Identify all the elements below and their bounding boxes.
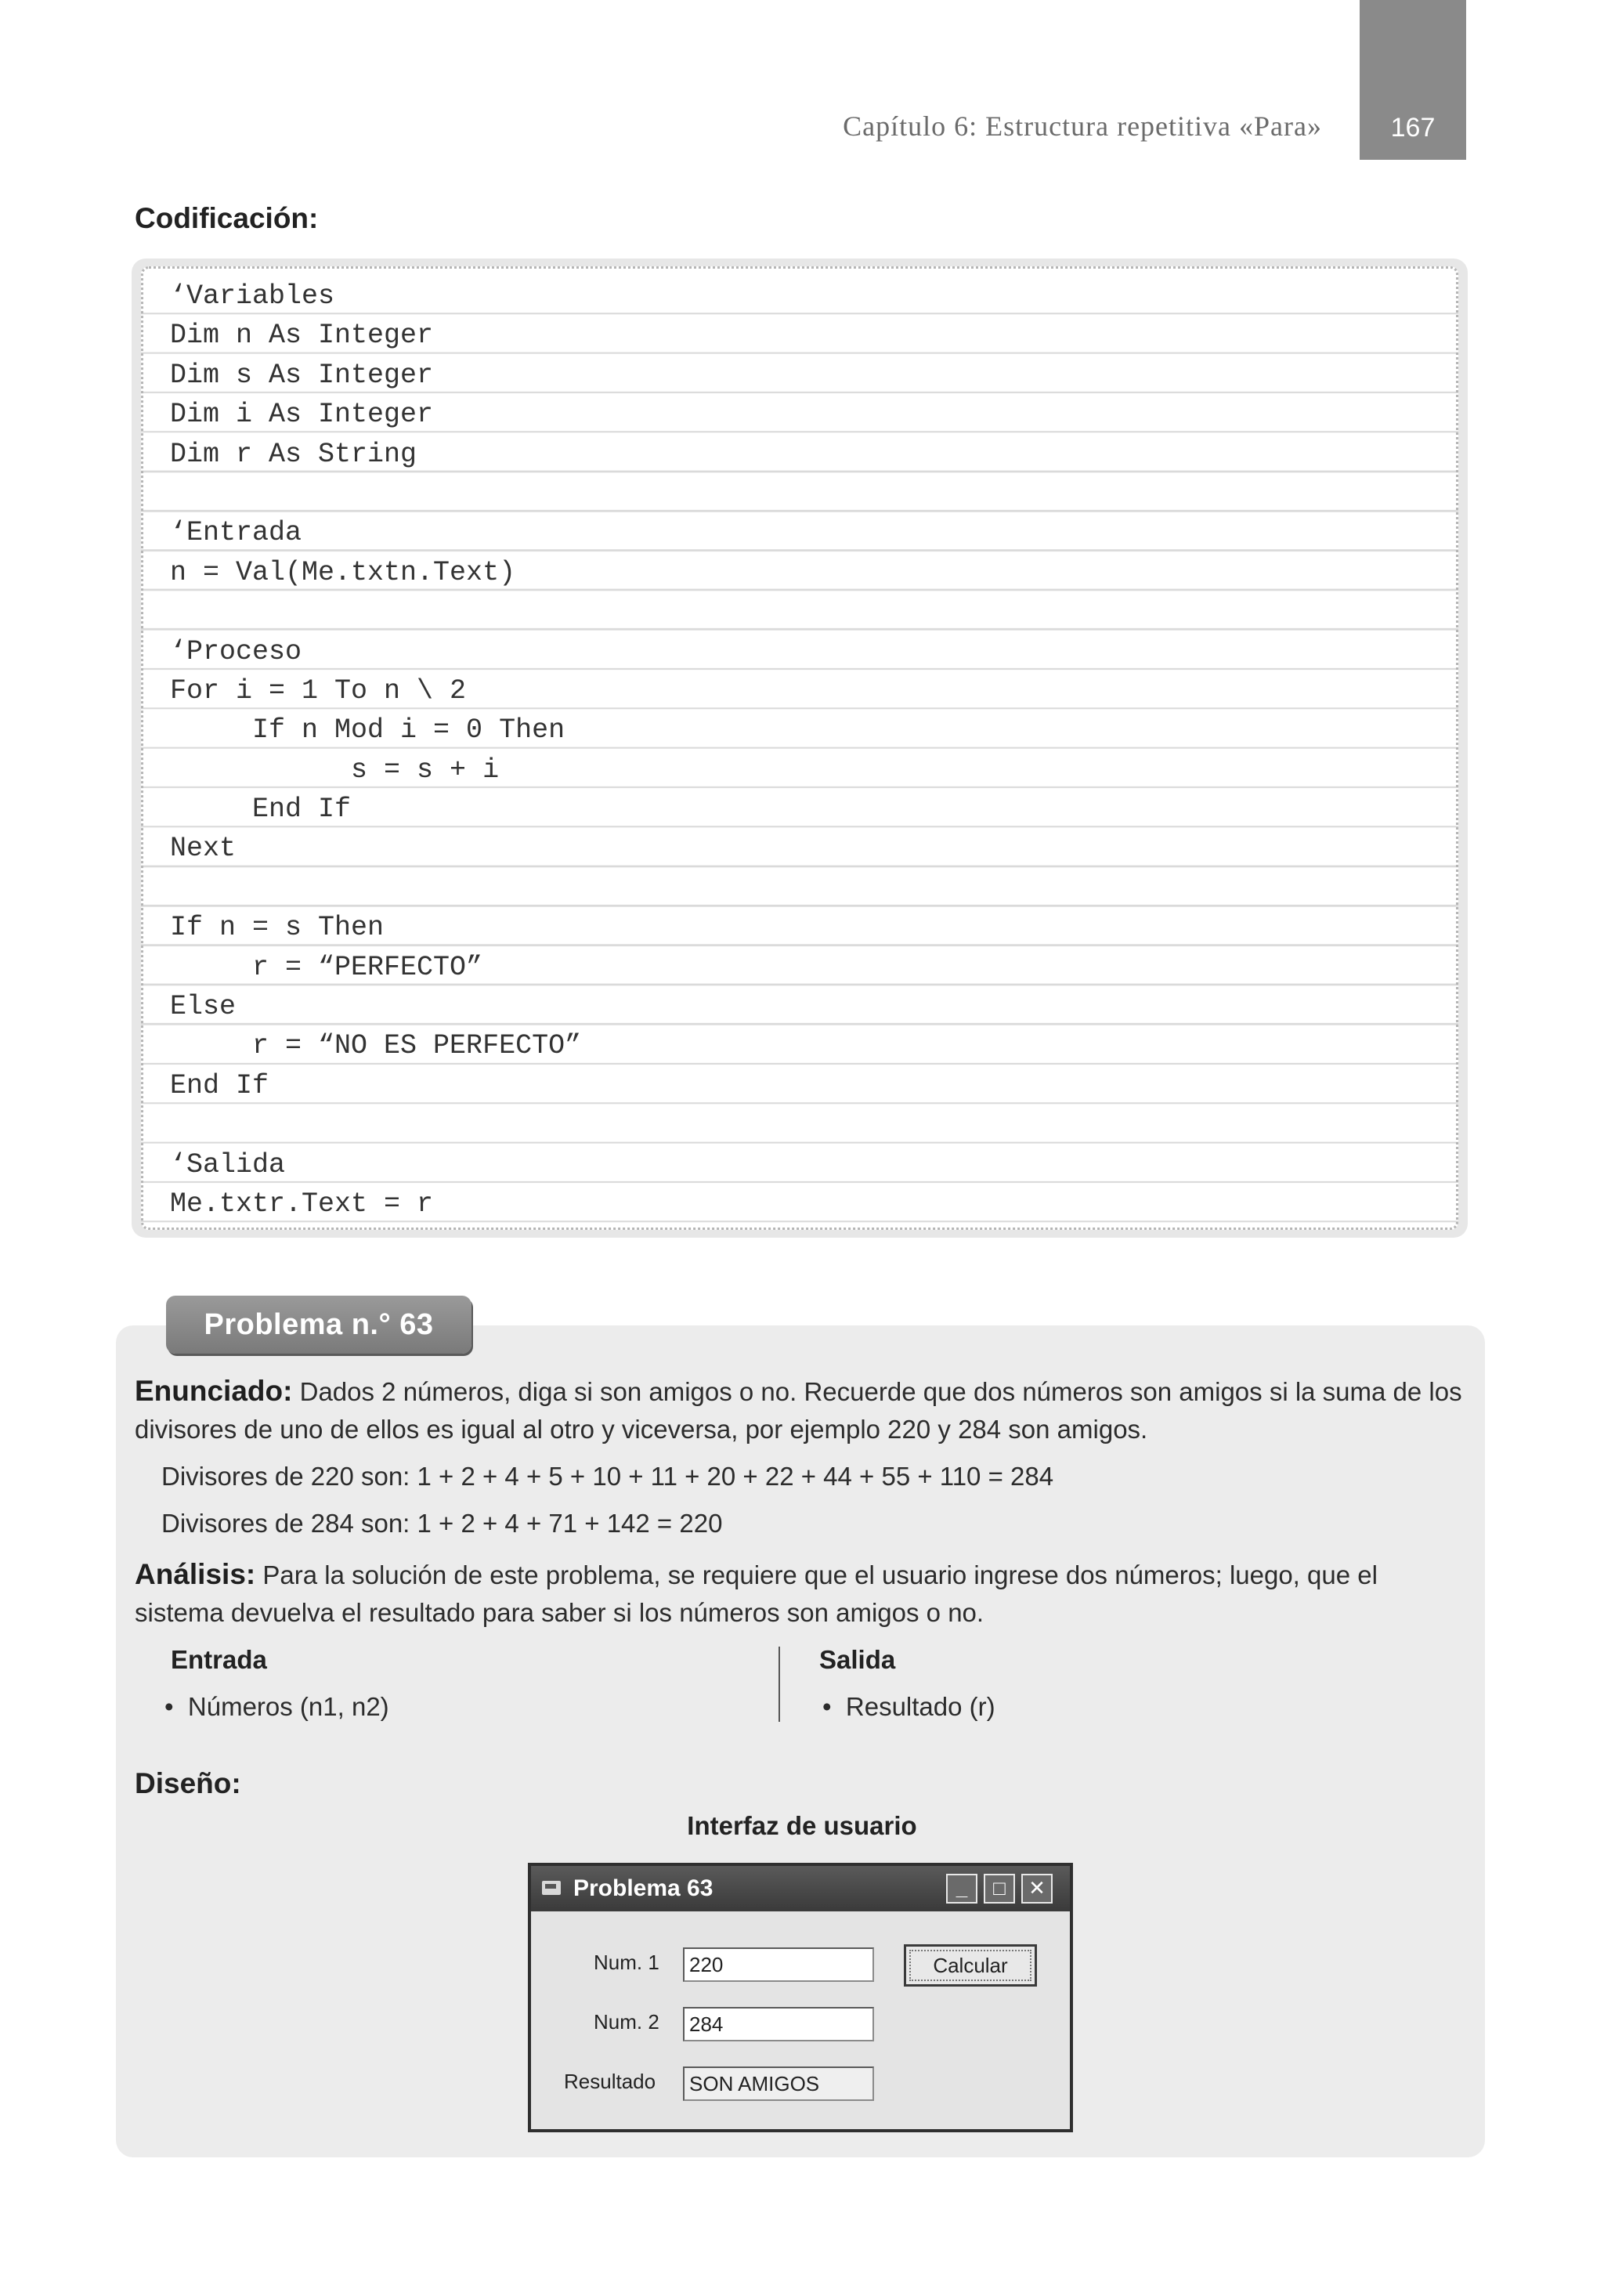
code-listing bbox=[141, 266, 1458, 1230]
salida-list-item: • Resultado (r) bbox=[822, 1692, 995, 1721]
enunciado-paragraph bbox=[135, 1372, 1466, 1448]
code-line bbox=[170, 869, 1456, 908]
code-line: Next bbox=[170, 833, 237, 865]
code-line: Else bbox=[170, 991, 237, 1023]
resultado-output: SON AMIGOS bbox=[683, 2066, 874, 2101]
num2-input[interactable]: 284 bbox=[683, 2007, 874, 2041]
entrada-title: Entrada bbox=[171, 1645, 267, 1674]
code-line: ‘Proceso bbox=[170, 635, 302, 667]
divisores-220-line: Divisores de 220 son: 1 + 2 + 4 + 5 + 10 + 11 + 20 + 22 + 44 + 55 + 110 = 284 bbox=[161, 1462, 1054, 1491]
analisis-text: Para la solución de este problema, se requiere que el usuario ingrese dos números; luego, que el sistema devuelva el resultado para saber si los números son amigos o no. bbox=[135, 1560, 1378, 1627]
window-title: Problema 63 bbox=[573, 1875, 713, 1901]
code-line: r = “PERFECTO” bbox=[170, 951, 483, 983]
code-line: Dim s As Integer bbox=[170, 359, 434, 391]
code-line: Dim i As Integer bbox=[170, 399, 434, 431]
code-line: r = “NO ES PERFECTO” bbox=[170, 1030, 582, 1062]
code-line bbox=[170, 474, 1456, 513]
code-line: If n Mod i = 0 Then bbox=[170, 714, 565, 747]
ui-caption: Interfaz de usuario bbox=[687, 1811, 917, 1840]
chapter-title: Capítulo 6: Estructura repetitiva «Para» bbox=[843, 110, 1322, 142]
code-line: ‘Salida bbox=[170, 1148, 286, 1181]
divisores-284-line: Divisores de 284 son: 1 + 2 + 4 + 71 + 142 = 220 bbox=[161, 1509, 723, 1538]
entrada-item-text: Números (n1, n2) bbox=[187, 1692, 389, 1721]
code-line: ‘Entrada bbox=[170, 517, 302, 549]
code-line bbox=[170, 1105, 1456, 1144]
code-line: Me.txtr.Text = r bbox=[170, 1188, 434, 1220]
code-line: End If bbox=[170, 1069, 269, 1101]
num1-input[interactable]: 220 bbox=[683, 1947, 874, 1982]
code-box bbox=[132, 259, 1468, 1238]
page-number-tab bbox=[1360, 0, 1466, 160]
num1-label: Num. 1 bbox=[594, 1951, 659, 1974]
code-line: Dim n As Integer bbox=[170, 320, 434, 352]
calcular-button[interactable]: Calcular bbox=[904, 1944, 1037, 1987]
analisis-paragraph bbox=[135, 1556, 1466, 1632]
close-button[interactable]: ✕ bbox=[1021, 1874, 1053, 1904]
window-app-icon bbox=[542, 1881, 561, 1895]
column-divider bbox=[779, 1647, 780, 1722]
code-line: If n = s Then bbox=[170, 912, 385, 944]
minimize-button[interactable]: _ bbox=[946, 1874, 977, 1904]
window-titlebar[interactable] bbox=[531, 1866, 1070, 1911]
diseno-heading: Diseño: bbox=[135, 1767, 241, 1799]
code-line: For i = 1 To n \ 2 bbox=[170, 674, 467, 707]
code-line bbox=[170, 592, 1456, 631]
analisis-label: Análisis: bbox=[135, 1558, 256, 1590]
maximize-button[interactable]: □ bbox=[984, 1874, 1015, 1904]
num2-label: Num. 2 bbox=[594, 2010, 659, 2034]
problema-63-window bbox=[528, 1863, 1073, 2132]
problem-tab: Problema n.° 63 bbox=[166, 1296, 471, 1354]
code-line: n = Val(Me.txtn.Text) bbox=[170, 556, 516, 588]
code-line: s = s + i bbox=[170, 754, 500, 786]
salida-title: Salida bbox=[819, 1645, 896, 1674]
codificacion-heading: Codificación: bbox=[135, 202, 319, 234]
code-line: ‘Variables bbox=[170, 280, 335, 312]
entrada-list-item: • Números (n1, n2) bbox=[164, 1692, 389, 1721]
salida-item-text: Resultado (r) bbox=[845, 1692, 995, 1721]
code-line: Dim r As String bbox=[170, 438, 417, 470]
resultado-label: Resultado bbox=[564, 2070, 656, 2093]
page-number: 167 bbox=[1390, 113, 1436, 143]
code-line: End If bbox=[170, 794, 352, 826]
enunciado-text: Dados 2 números, diga si son amigos o no. Recuerde que dos números son amigos si la suma de los divisores de uno de ellos es igual al otro y viceversa, por ejemplo 220 y 284 son amigos. bbox=[135, 1377, 1462, 1444]
enunciado-label: Enunciado: bbox=[135, 1375, 293, 1407]
